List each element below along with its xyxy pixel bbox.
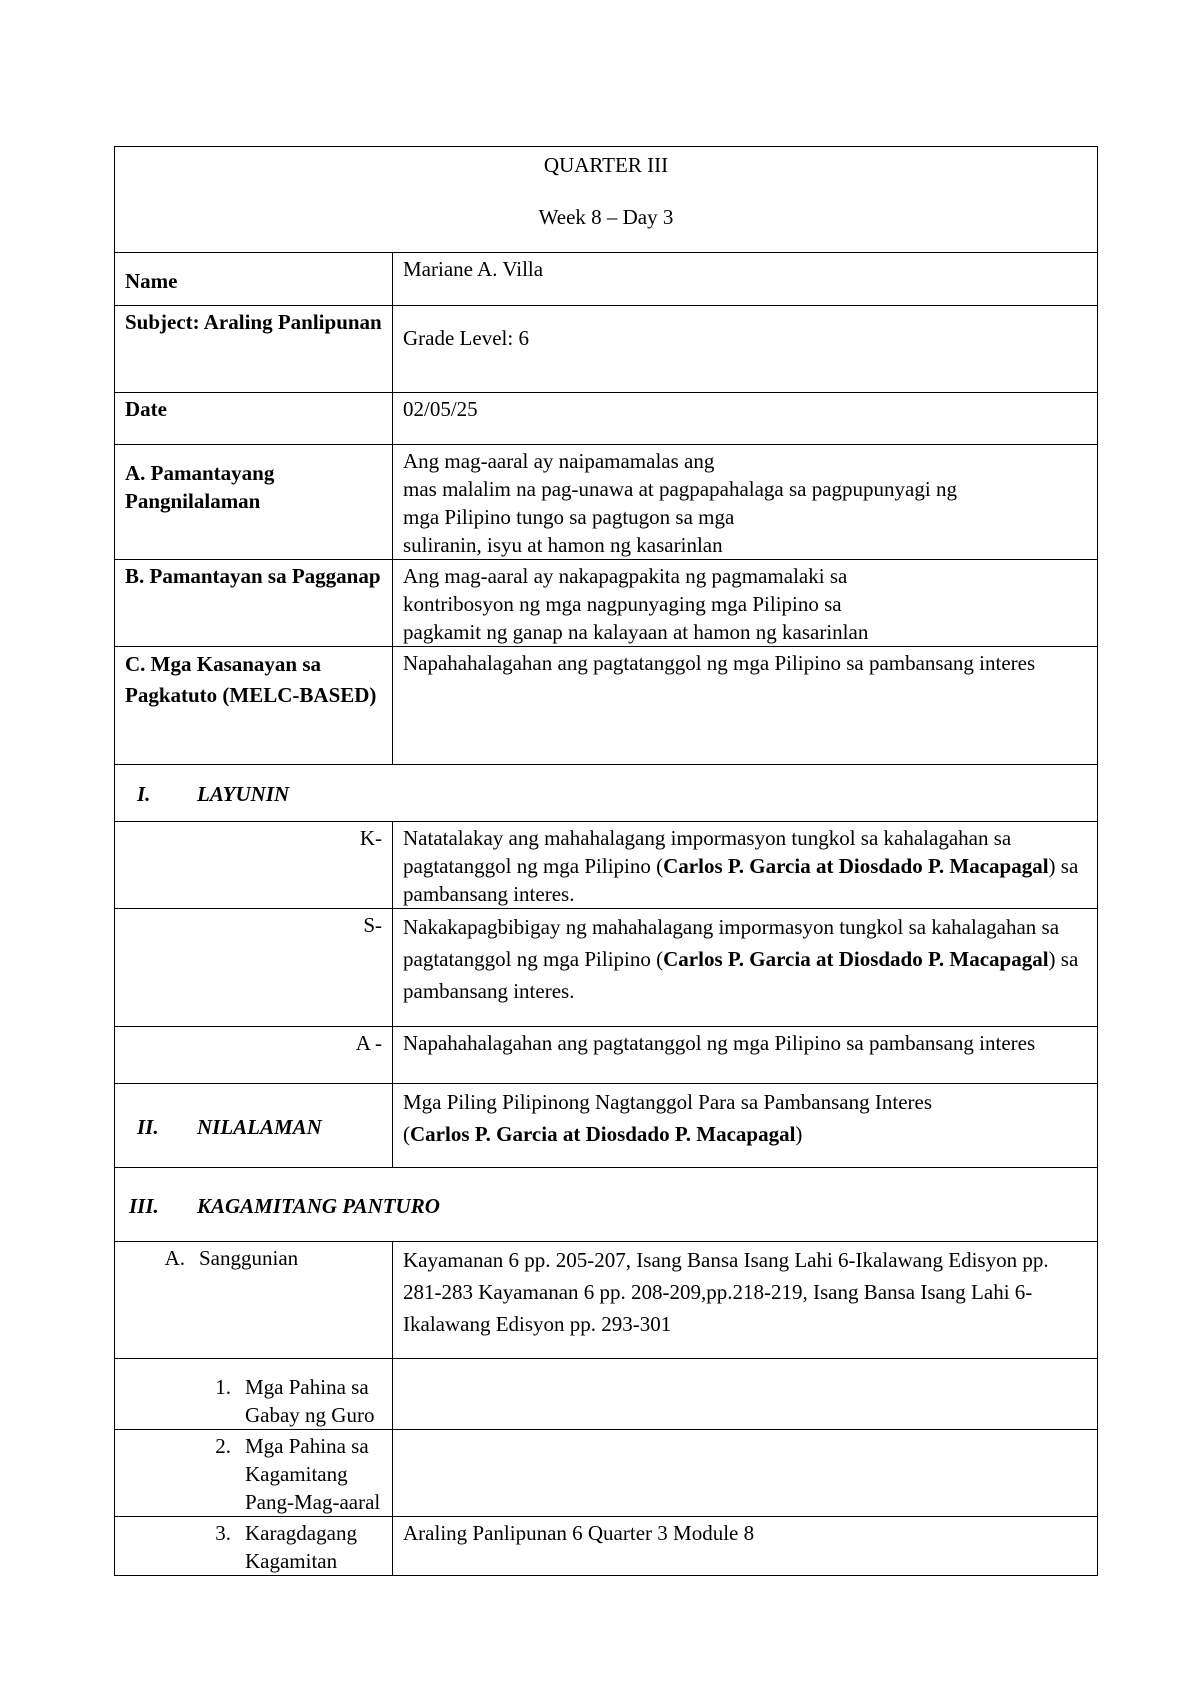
objective-a-row [115, 1027, 1098, 1084]
standard-c-row [115, 647, 1098, 765]
quarter-title: QUARTER III [543, 153, 669, 177]
standard-a-value [393, 445, 1098, 560]
standard-b-line: Ang mag-aaral ay nakapagpakita ng pagmamalaki sa [403, 564, 848, 588]
objective-k-row [115, 822, 1098, 909]
material-value-2 [393, 1430, 1098, 1517]
date-row [115, 393, 1098, 445]
layunin-title: LAYUNIN [197, 782, 290, 806]
sanggunian-value: Kayamanan 6 pp. 205-207, Isang Bansa Isang Lahi 6-Ikalawang Edisyon pp. 281-283 Kayamanan 6 pp. 208-209,pp.218-219, Isang Bansa Isang Lahi 6-Ikalawang Edisyon pp. 293-301 [393, 1242, 1098, 1359]
nilalaman-num: II. [137, 1114, 159, 1139]
subject-row [115, 306, 1098, 393]
nilalaman-line1: Mga Piling Pilipinong Nagtanggol Para sa Pambansang Interes [403, 1090, 933, 1114]
objective-k-names: Carlos P. Garcia at Diosdado P. Macapagal [663, 854, 1049, 878]
objective-s-row [115, 909, 1098, 1027]
material-label-1 [125, 1373, 382, 1429]
standard-a-line: mga Pilipino tungo sa pagtugon sa mga [403, 505, 735, 529]
material-label-3 [125, 1519, 382, 1575]
objective-k-text: Natatalakay ang mahahalagang impormasyon tungkol sa kahalagahan sa pagtatanggol ng mga Pilipino ( [403, 826, 1012, 878]
objective-s-names: Carlos P. Garcia at Diosdado P. Macapagal [663, 947, 1049, 971]
standard-b-value [393, 560, 1098, 647]
sanggunian-label-cell [115, 1242, 393, 1359]
header-row [115, 147, 1098, 253]
nilalaman-row [115, 1084, 1098, 1168]
standard-a-line: Ang mag-aaral ay naipamamalas ang [403, 449, 715, 473]
material-value-3: Araling Panlipunan 6 Quarter 3 Module 8 [393, 1517, 1098, 1576]
sanggunian-text: Sanggunian [199, 1246, 299, 1270]
lesson-plan-table [114, 146, 1098, 1576]
name-label: Name [115, 253, 393, 306]
objective-s-value [393, 909, 1098, 1027]
nilalaman-close: ) [795, 1122, 803, 1146]
name-value: Mariane A. Villa [393, 253, 1098, 306]
material-label-cell-3 [115, 1517, 393, 1576]
date-value: 02/05/25 [393, 393, 1098, 445]
kagamitan-num: III. [129, 1193, 159, 1218]
objective-k-label: K- [115, 822, 393, 909]
objective-s-text: Nakakapagbibigay ng mahahalagang impormasyon tungkol sa kahalagahan sa pagtatanggol ng mga Pilipino ( [403, 915, 1060, 971]
kagamitan-row [115, 1168, 1098, 1242]
material-label-cell-2 [115, 1430, 393, 1517]
material-label-2 [125, 1432, 382, 1516]
name-row [115, 253, 1098, 306]
objective-k-value [393, 822, 1098, 909]
material-row-2 [115, 1430, 1098, 1517]
standard-a-label: A. Pamantayang Pangnilalaman [115, 445, 393, 560]
material-value-1 [393, 1359, 1098, 1430]
material-text-2: Mga Pahina sa Kagamitang Pang-Mag-aaral [245, 1434, 381, 1514]
material-text-3: Karagdagang Kagamitan [245, 1521, 357, 1573]
standard-b-line: kontribosyon ng mga nagpunyaging mga Pilipino sa [403, 592, 842, 616]
standard-b-row [115, 560, 1098, 647]
sanggunian-label [125, 1244, 382, 1272]
objective-s-text-end: ) sa pambansang interes. [403, 947, 1079, 1003]
standard-c-value: Napahahalagahan ang pagtatanggol ng mga Pilipino sa pambansang interes [393, 647, 1098, 765]
sanggunian-row [115, 1242, 1098, 1359]
kagamitan-title: KAGAMITANG PANTURO [197, 1193, 440, 1218]
material-num-2: 2. [215, 1434, 231, 1458]
objective-a-label: A - [115, 1027, 393, 1084]
week-day: Week 8 – Day 3 [538, 205, 674, 229]
kagamitan-heading [115, 1168, 1098, 1242]
nilalaman-heading [115, 1084, 393, 1168]
objective-k-text-end: ) sa pambansang interes. [403, 854, 1079, 906]
material-label-cell-1 [115, 1359, 393, 1430]
standard-a-row [115, 445, 1098, 560]
header-cell [115, 147, 1098, 253]
material-num-1: 1. [215, 1375, 231, 1399]
standard-b-line: pagkamit ng ganap na kalayaan at hamon ng kasarinlan [403, 620, 869, 644]
material-row-3 [115, 1517, 1098, 1576]
subject-label: Subject: Araling Panlipunan [115, 306, 393, 393]
date-label: Date [115, 393, 393, 445]
grade-level: Grade Level: 6 [393, 306, 1098, 393]
material-row-1 [115, 1359, 1098, 1430]
objective-s-label: S- [115, 909, 393, 1027]
layunin-row [115, 765, 1098, 822]
nilalaman-line2 [403, 1118, 1087, 1150]
material-text-1: Mga Pahina sa Gabay ng Guro [245, 1375, 375, 1427]
nilalaman-names: Carlos P. Garcia at Diosdado P. Macapagal [410, 1122, 796, 1146]
standard-a-line: suliranin, isyu at hamon ng kasarinlan [403, 533, 723, 557]
nilalaman-title: NILALAMAN [197, 1114, 322, 1139]
standard-a-line: mas malalim na pag-unawa at pagpapahalaga sa pagpupunyagi ng [403, 477, 957, 501]
sanggunian-num: A. [164, 1246, 185, 1270]
standard-b-label: B. Pamantayan sa Pagganap [115, 560, 393, 647]
layunin-num: I. [137, 782, 151, 806]
material-num-3: 3. [215, 1521, 231, 1545]
nilalaman-value [393, 1084, 1098, 1168]
layunin-heading [115, 765, 1098, 822]
objective-a-value: Napahahalagahan ang pagtatanggol ng mga Pilipino sa pambansang interes [393, 1027, 1098, 1084]
nilalaman-open: ( [403, 1122, 410, 1146]
standard-c-label: C. Mga Kasanayan sa Pagkatuto (MELC-BASED) [115, 647, 393, 765]
